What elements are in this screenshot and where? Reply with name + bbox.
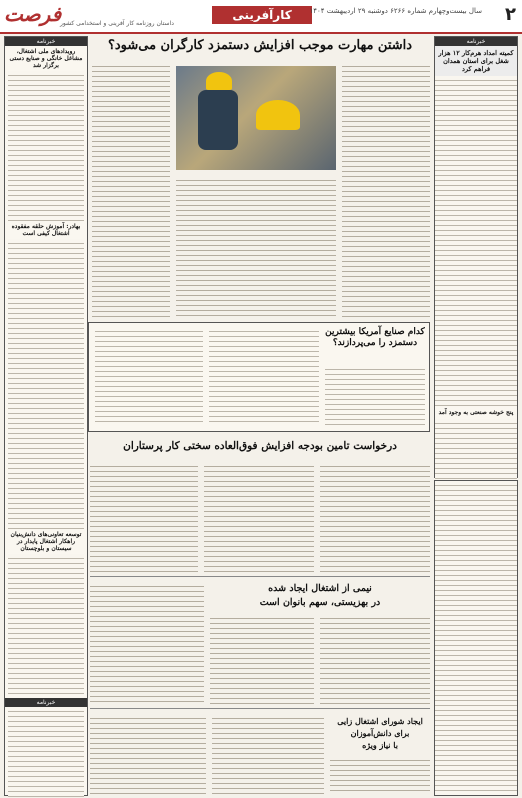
left-headline-3: توسعه تعاونی‌های دانش‌بنیان راهکار اشتغال پایدار در سیستان و بلوچستان	[10, 531, 82, 552]
student-headline-3: با نیاز ویژه	[362, 740, 398, 750]
nurses-body-1	[320, 462, 430, 572]
newspaper-logo: فرصت	[4, 2, 62, 26]
student-body-3	[90, 714, 206, 794]
nurses-body-2	[204, 462, 314, 572]
section-label: کارآفرینی	[212, 6, 312, 24]
workers-photo	[176, 66, 336, 170]
left-box-label: خبرنامه	[5, 37, 87, 46]
right-body-text	[435, 76, 517, 406]
issue-line: سال بیست‌وچهارم شماره ۶۲۶۶ دوشنبه ۲۹ اردیبهشت ۱۴۰۴	[309, 7, 482, 15]
us-wages-box	[88, 322, 430, 432]
women-body-2	[210, 614, 314, 704]
left-body-3	[8, 554, 84, 694]
women-headline-1: نیمی از اشتغال ایجاد شده	[268, 583, 372, 594]
main-body-col-2	[176, 176, 336, 316]
right-sub-headline: پنج خوشه صنعتی به‌ وجود آمد	[438, 409, 514, 416]
right-headline: کمیته امداد هرم‌کار ۱۲ هزار شغل برای استان همدان فراهم کرد	[435, 46, 517, 76]
left-body-1	[8, 71, 84, 221]
student-body-1	[330, 756, 430, 794]
tagline: داستان روزنامه کار آفرینی و استخدامی کشور	[60, 20, 174, 27]
right-box-label: خبرنامه	[435, 37, 517, 46]
divider	[90, 576, 430, 577]
women-headline-2: در بهزیستی، سهم بانوان است	[259, 597, 381, 608]
left-headline-2: بهادر: آموزش حلقه مفقوده اشتغال کیفی است	[11, 223, 81, 237]
us-wages-body-3	[95, 327, 203, 425]
page-number: ۲	[505, 4, 516, 25]
nurses-body-3	[90, 462, 198, 572]
left-body-4	[8, 707, 84, 797]
left-headline-1: رویدادهای ملی اشتغال، مشاغل خانگی و صنایع دستی برگزار شد	[9, 48, 83, 69]
right-column-lower	[434, 480, 518, 796]
right-news-column	[434, 36, 518, 478]
student-headline-2: برای دانش‌آموزان	[350, 728, 410, 738]
left-body-2	[8, 239, 84, 529]
us-wages-body-2	[209, 327, 319, 425]
women-body-3	[90, 582, 204, 704]
helmet-icon-large	[256, 100, 300, 130]
worker-figure	[198, 90, 238, 150]
helmet-icon	[206, 72, 232, 90]
left-news-column	[4, 36, 88, 796]
divider-2	[90, 708, 430, 709]
nurses-headline: درخواست تامین بودجه افزایش فوق‌العاده سختی کار پرستاران	[123, 440, 397, 452]
us-wages-headline: کدام صنایع آمریکا بیشترین دستمزد را می‌پردازند؟	[325, 327, 425, 348]
left-box-label-2: خبرنامه	[5, 698, 87, 707]
student-headline-1: ایجاد شورای اشتغال زایی	[337, 716, 423, 726]
main-body-col-1	[342, 62, 430, 317]
women-body-1	[320, 614, 430, 704]
student-body-2	[212, 714, 324, 794]
us-wages-body-1	[325, 365, 425, 425]
main-headline: داشتن مهارت موجب افزایش دستمزد کارگران می‌شود؟	[107, 38, 413, 53]
main-body-col-3	[92, 62, 170, 317]
